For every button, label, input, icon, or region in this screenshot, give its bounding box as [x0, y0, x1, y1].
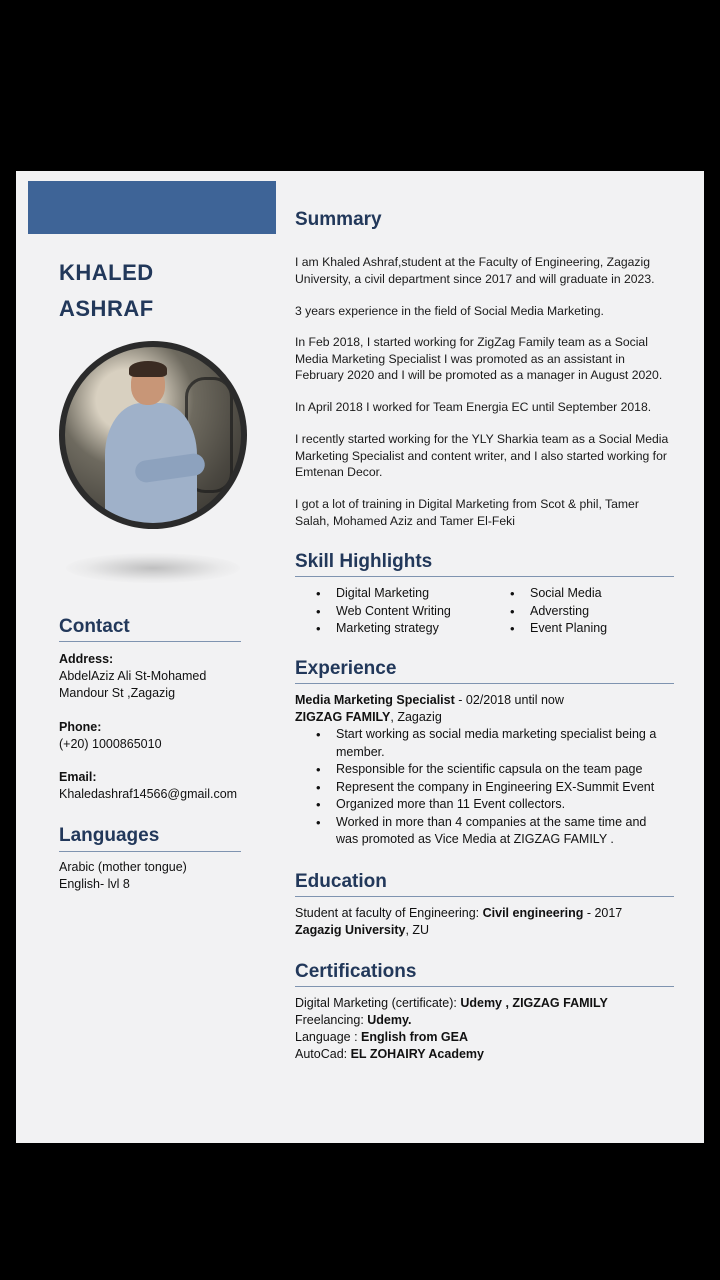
contact-phone — [59, 719, 162, 753]
skill-item: • Social Media — [508, 585, 668, 603]
photo-shadow — [66, 553, 240, 583]
skills-list-left — [314, 585, 504, 638]
experience-bullet: • Start working as social media marketing specialist being a member. — [314, 726, 669, 761]
experience-bullets — [314, 726, 669, 849]
certification-name: Digital Marketing (certificate): — [295, 996, 461, 1010]
education-line-1 — [295, 905, 675, 922]
education-major: Civil engineering — [482, 906, 584, 920]
summary-paragraph: I recently started working for the YLY Sharkia team as a Social Media Marketing Specialist and content writer, and I also started working for Emtenan Decor. — [295, 432, 669, 479]
phone-value: (+20) 1000865010 — [59, 737, 162, 751]
education-year: - 2017 — [583, 906, 623, 920]
experience-bullet: • Organized more than 11 Event collectors. — [314, 796, 669, 814]
education-university-abbr: , ZU — [405, 923, 430, 937]
skill-item: • Adversting — [508, 603, 668, 621]
certification-item — [295, 1046, 675, 1063]
summary-heading: Summary — [295, 209, 382, 230]
contact-divider — [59, 641, 241, 642]
certification-name: Language : — [295, 1030, 362, 1044]
languages-divider — [59, 851, 241, 852]
job-title: Media Marketing Specialist — [295, 693, 455, 707]
summary-paragraph: 3 years experience in the field of Social Media Marketing. — [295, 304, 604, 318]
company-name: ZIGZAG FAMILY — [295, 710, 391, 724]
certification-item — [295, 995, 675, 1012]
experience-bullet: • Represent the company in Engineering EX-Summit Event — [314, 779, 669, 797]
skill-item: • Event Planing — [508, 620, 668, 638]
summary-paragraph: In April 2018 I worked for Team Energia EC until September 2018. — [295, 400, 652, 414]
certification-issuer: EL ZOHAIRY Academy — [350, 1047, 484, 1061]
address-label: Address: — [59, 652, 114, 666]
candidate-name — [59, 255, 154, 327]
left-column — [16, 171, 276, 1143]
skills-divider — [295, 576, 674, 577]
certification-issuer: Udemy , ZIGZAG FAMILY — [460, 996, 608, 1010]
certification-name: AutoCad: — [295, 1047, 351, 1061]
profile-photo — [59, 341, 247, 529]
language-item: English- lvl 8 — [59, 877, 130, 891]
education-divider — [295, 896, 674, 897]
profile-photo-image — [65, 347, 241, 523]
certification-issuer: Udemy. — [367, 1013, 412, 1027]
company-location: , Zagazig — [390, 710, 442, 724]
address-line-2: Mandour St ,Zagazig — [59, 686, 176, 700]
resume-page — [16, 171, 704, 1143]
name-first: KHALED — [59, 260, 154, 285]
summary-paragraph: I got a lot of training in Digital Marketing from Scot & phil, Tamer Salah, Mohamed Aziz and Tamer El-Feki — [295, 497, 639, 528]
education-university: Zagazig University — [295, 923, 406, 937]
languages-list — [59, 859, 187, 893]
education-line-2 — [295, 922, 675, 939]
phone-label: Phone: — [59, 720, 102, 734]
address-line-1: AbdelAziz Ali St-Mohamed — [59, 669, 207, 683]
experience-divider — [295, 683, 674, 684]
job-dates: - 02/2018 until now — [454, 693, 564, 707]
summary-paragraph: In Feb 2018, I started working for ZigZag Family team as a Social Media Marketing Specialist I was promoted as an assistant in February 2020 and I will be promoted as a manager in August 2020. — [295, 335, 663, 382]
contact-heading: Contact — [59, 616, 130, 637]
email-label: Email: — [59, 770, 97, 784]
summary-paragraph: I am Khaled Ashraf,student at the Faculty of Engineering, Zagazig University, a civil department since 2017 and will graduate in 2023. — [295, 255, 655, 286]
certifications-divider — [295, 986, 674, 987]
experience-bullet: • Responsible for the scientific capsula on the team page — [314, 761, 669, 779]
contact-email — [59, 769, 237, 803]
certification-item — [295, 1012, 675, 1029]
experience-title-line — [295, 692, 675, 709]
education-heading: Education — [295, 871, 387, 892]
language-item: Arabic (mother tongue) — [59, 860, 187, 874]
experience-heading: Experience — [295, 658, 397, 679]
certification-issuer: English from GEA — [361, 1030, 468, 1044]
languages-heading: Languages — [59, 825, 160, 846]
education-prefix: Student at faculty of Engineering: — [295, 906, 483, 920]
certification-name: Freelancing: — [295, 1013, 368, 1027]
contact-address — [59, 651, 206, 702]
experience-company-line — [295, 709, 675, 726]
name-last: ASHRAF — [59, 296, 154, 321]
certification-item — [295, 1029, 675, 1046]
skill-item: • Web Content Writing — [314, 603, 504, 621]
header-accent-bar — [28, 181, 276, 234]
skill-item: • Digital Marketing — [314, 585, 504, 603]
experience-bullet: • Worked in more than 4 companies at the same time and was promoted as Vice Media at ZIGZAG FAMILY . — [314, 814, 669, 849]
skills-heading: Skill Highlights — [295, 551, 433, 572]
email-value: Khaledashraf14566@gmail.com — [59, 787, 238, 801]
skill-item: • Marketing strategy — [314, 620, 504, 638]
skills-list-right — [508, 585, 668, 638]
certifications-heading: Certifications — [295, 961, 417, 982]
photo-person-hair — [129, 361, 167, 377]
